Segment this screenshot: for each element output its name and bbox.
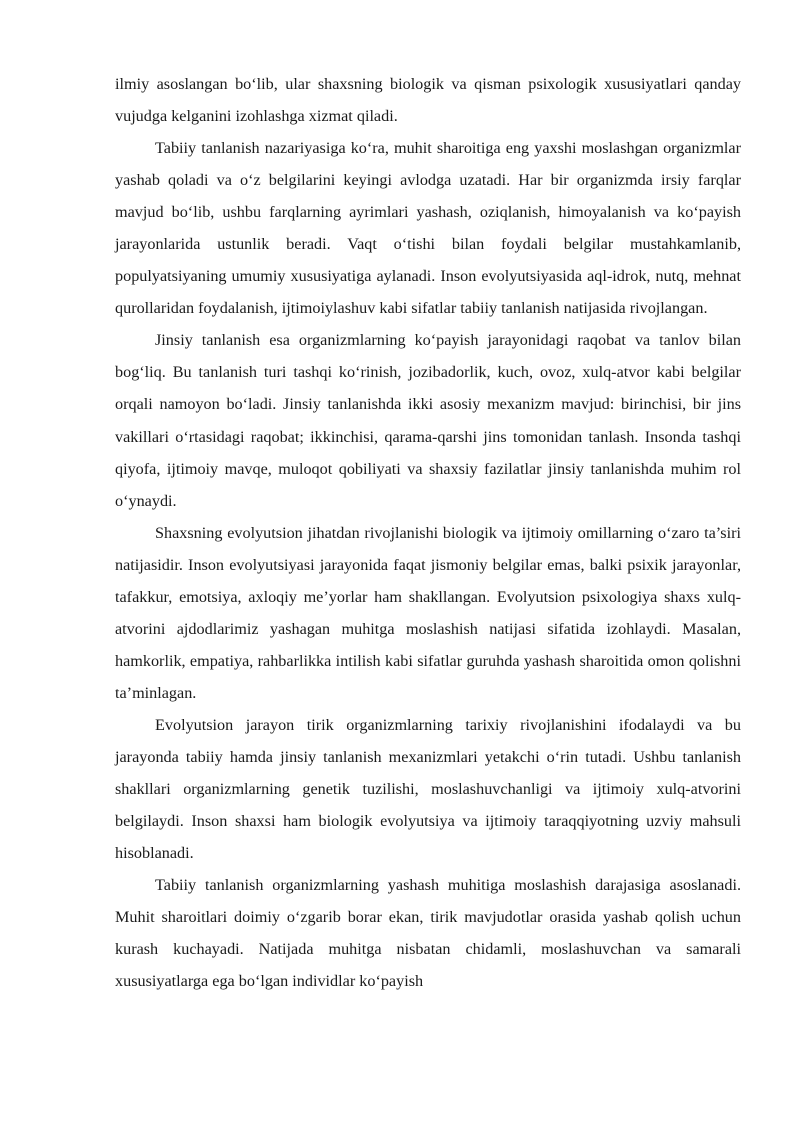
paragraph-evolution-process: Evolyutsion jarayon tirik organizmlarning tarixiy rivojlanishini ifodalaydi va bu jarayonda tabiiy hamda jinsiy tanlanish mexanizmlari yetakchi o‘rin tutadi. Ushbu tanlanish shakllari organizmlarning genetik tuzilishi, moslashuvchanligi va ijtimoiy xulq-atvorini belgilaydi. Inson shaxsi ham biologik evolyutsiya va ijtimoiy taraqqiyotning uzviy mahsuli hisoblanadi.	[115, 715, 741, 863]
document-page	[115, 68, 741, 997]
paragraph-continuation: ilmiy asoslangan bo‘lib, ular shaxsning biologik va qisman psixologik xususiyatlari qanday vujudga kelganini izohlashga xizmat qiladi.	[115, 75, 741, 126]
paragraph-adaptation: Tabiiy tanlanish organizmlarning yashash muhitiga moslashish darajasiga asoslanadi. Muhit sharoitlari doimiy o‘zgarib borar ekan, tirik mavjudotlar orasida yashab qolish uchun kurash kuchayadi. Natijada muhitga nisbatan chidamli, moslashuvchan va samarali xususiyatlarga ega bo‘lgan individlar ko‘payish	[115, 876, 741, 991]
paragraph-natural-selection: Tabiiy tanlanish nazariyasiga ko‘ra, muhit sharoitiga eng yaxshi moslashgan organizmlar yashab qoladi va o‘z belgilarini keyingi avlodga uzatadi. Har bir organizmda irsiy farqlar mavjud bo‘lib, ushbu farqlarning ayrimlari yashash, oziqlanish, himoyalanish va ko‘payish jarayonlarida ustunlik beradi. Vaqt o‘tishi bilan foydali belgilar mustahkamlanib, populyatsiyaning umumiy xususiyatiga aylanadi. Inson evolyutsiyasida aql-idrok, nutq, mehnat qurollaridan foydalanish, ijtimoiylashuv kabi sifatlar tabiiy tanlanish natijasida rivojlangan.	[115, 139, 741, 318]
paragraph-personality-evolution: Shaxsning evolyutsion jihatdan rivojlanishi biologik va ijtimoiy omillarning o‘zaro ta’siri natijasidir. Inson evolyutsiyasi jarayonida faqat jismoniy belgilar emas, balki psixik jarayonlar, tafakkur, emotsiya, axloqiy me’yorlar ham shakllangan. Evolyutsion psixologiya shaxs xulq-atvorini ajdodlarimiz yashagan muhitga moslashish natijasi sifatida izohlaydi. Masalan, hamkorlik, empatiya, rahbarlikka intilish kabi sifatlar guruhda yashash sharoitida omon qolishni ta’minlagan.	[115, 523, 741, 702]
paragraph-sexual-selection: Jinsiy tanlanish esa organizmlarning ko‘payish jarayonidagi raqobat va tanlov bilan bog‘liq. Bu tanlanish turi tashqi ko‘rinish, jozibadorlik, kuch, ovoz, xulq-atvor kabi belgilar orqali namoyon bo‘ladi. Jinsiy tanlanishda ikki asosiy mexanizm mavjud: birinchisi, bir jins vakillari o‘rtasidagi raqobat; ikkinchisi, qarama-qarshi jins tomonidan tanlash. Insonda tashqi qiyofa, ijtimoiy mavqe, muloqot qobiliyati va shaxsiy fazilatlar jinsiy tanlanishda muhim rol o‘ynaydi.	[115, 331, 741, 510]
